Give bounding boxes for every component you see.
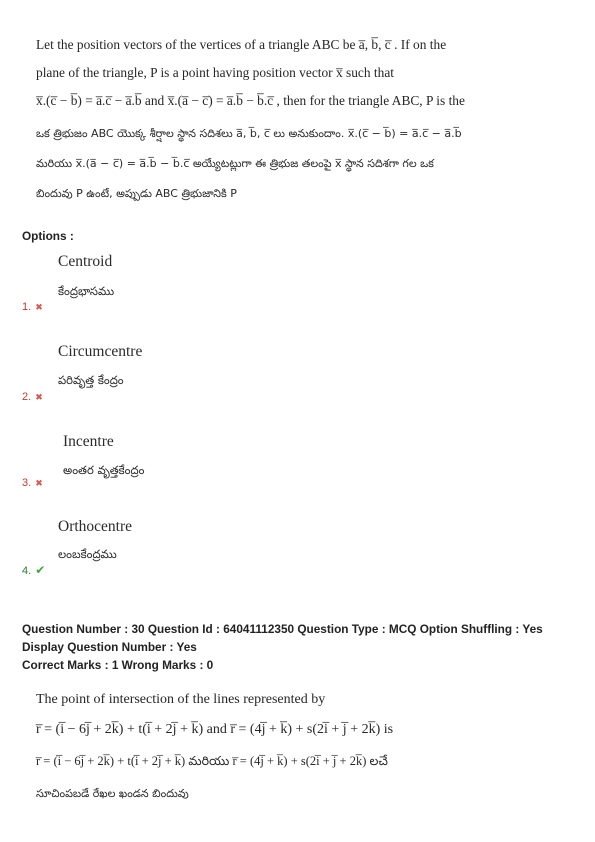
question-meta-line-3: Correct Marks : 1 Wrong Marks : 0 [22, 658, 214, 672]
question-telugu-line-1: ఒక త్రిభుజం ABC యొక్క శీర్షాల స్థాన సదిశలు a̅, b̅, c̅ లు అనుకుందాం. x̅.(c̅ − b̅) = a̅.c̅ − a̅.b̅ [36, 127, 462, 140]
option-4-telugu: లంబకేంద్రము [58, 547, 117, 561]
option-1-telugu: కేంద్రభాసము [58, 284, 115, 298]
question2-line-2: r̅ = (i̅ − 6j̅ + 2k̅) + t(i̅ + 2j̅ + k̅) and r̅ = (4j̅ + k̅) + s(2i̅ + j̅ + 2k̅) is [36, 722, 394, 737]
question-telugu-line-2: మరియు x̅.(a̅ − c̅) = a̅.b̅ − b̅.c̅ అయ్యేటట్లుగా ఈ త్రిభుజ తలంపై x̅ స్థాన సదిశగా గల ఒక [36, 157, 434, 170]
question-line-3: x̅.(c̅ − b̅) = a̅.c̅ − a̅.b̅ and x̅.(a̅ − c̅) = a̅.b̅ − b̅.c̅ , then for the triangle ABC, P is the [36, 93, 465, 108]
question-telugu-line-3: బిందువు P ఉంటే, అప్పుడు ABC త్రిభుజానికి P [36, 187, 237, 200]
correct-icon: ✔ [35, 563, 46, 577]
question-meta-line-1: Question Number : 30 Question Id : 64041112350 Question Type : MCQ Option Shuffling : Yes [22, 622, 543, 636]
question2-line-3: r̅ = (i̅ − 6j̅ + 2k̅) + t(i̅ + 2j̅ + k̅) మరియు r̅ = (4j̅ + k̅) + s(2i̅ + j̅ + 2k̅) లచే [36, 754, 388, 768]
option-1-number: 1. [22, 301, 32, 313]
option-2-telugu: పరివృత్త కేంద్రం [58, 373, 124, 387]
option-2-text: Circumcentre [58, 343, 143, 360]
option-3-telugu: అంతర వృత్తకేంద్రం [63, 463, 145, 477]
question-line-1: Let the position vectors of the vertices of a triangle ABC be a̅, b̅, c̅ . If on the [36, 37, 447, 52]
option-4-text: Orthocentre [58, 518, 133, 535]
question-meta-line-2: Display Question Number : Yes [22, 640, 197, 654]
option-3-marker [22, 477, 43, 489]
option-2-marker [22, 391, 43, 403]
option-2-number: 2. [22, 391, 32, 403]
wrong-icon: ✖ [35, 302, 43, 312]
question-line-2: plane of the triangle, P is a point having position vector x̅ such that [36, 65, 395, 80]
question2-line-1: The point of intersection of the lines represented by [36, 692, 326, 707]
option-3-number: 3. [22, 477, 32, 489]
option-4-marker [22, 563, 45, 577]
options-label: Options : [22, 229, 74, 243]
option-4-number: 4. [22, 565, 32, 577]
wrong-icon: ✖ [35, 392, 43, 402]
option-1-marker [22, 301, 43, 313]
wrong-icon: ✖ [35, 478, 43, 488]
question2-line-4: సూచింపబడే రేఖల ఖండన బిందువు [36, 787, 189, 800]
option-3-text: Incentre [63, 433, 114, 450]
option-1-text: Centroid [58, 253, 113, 270]
